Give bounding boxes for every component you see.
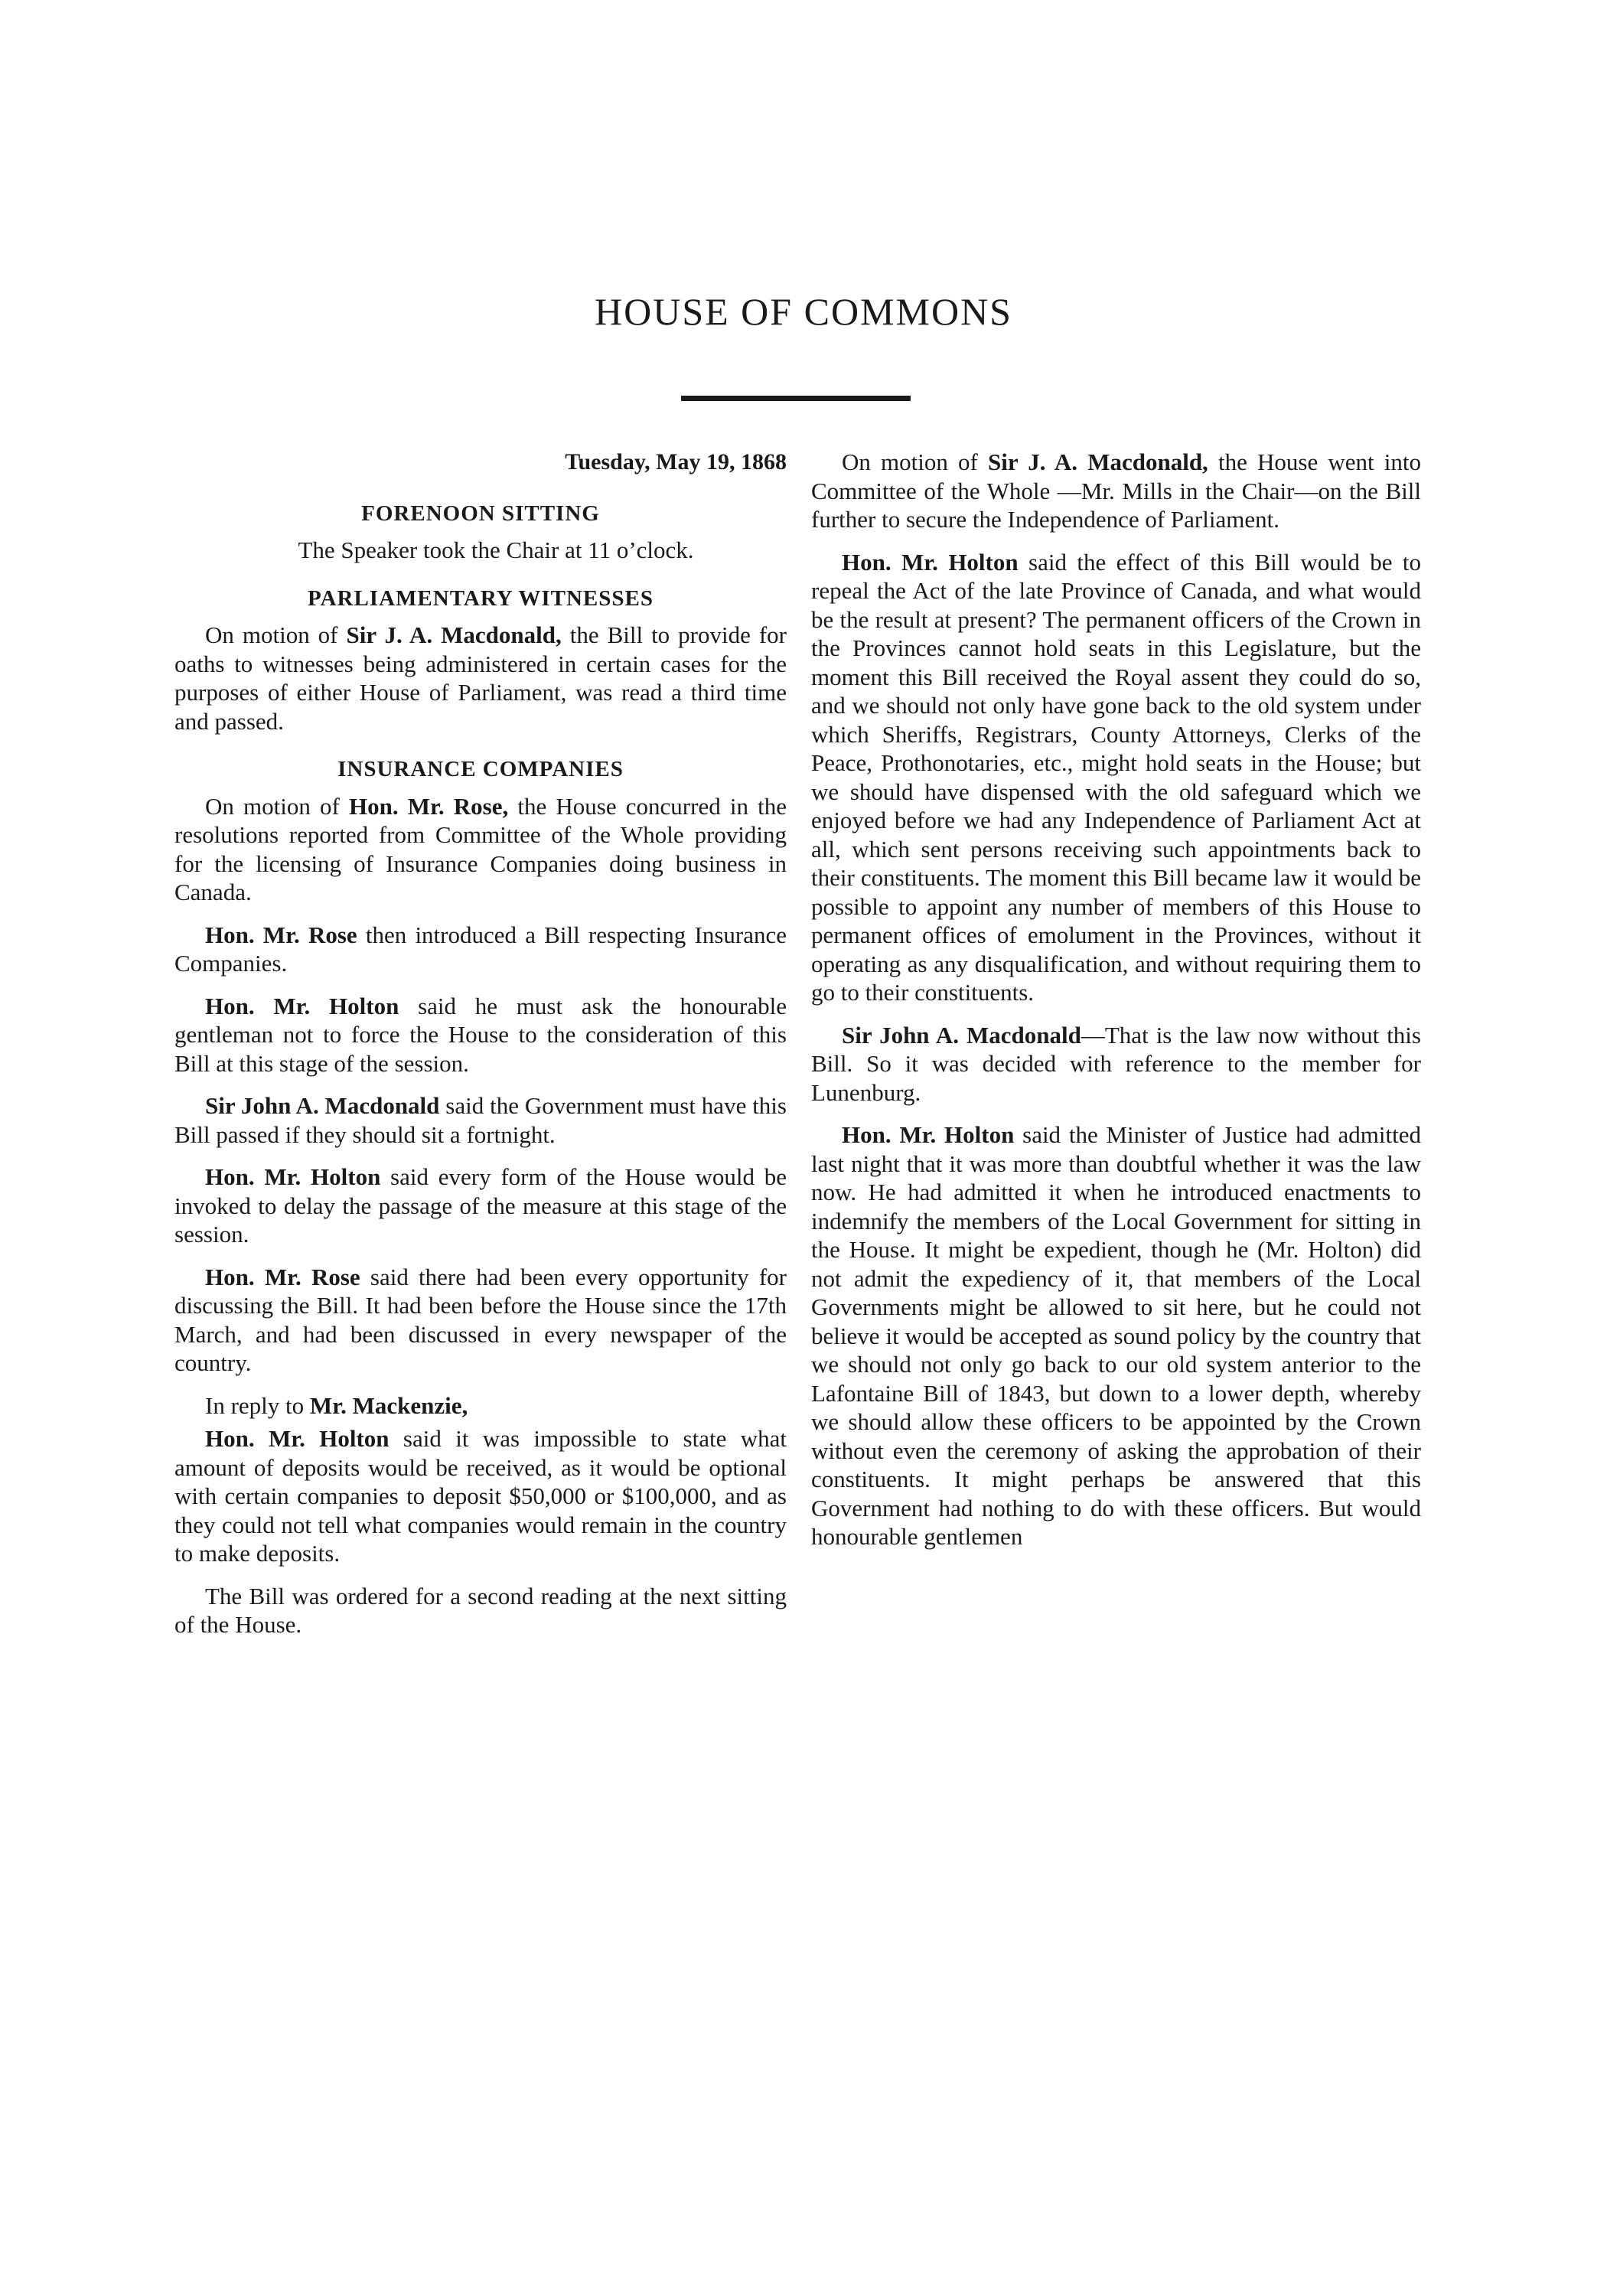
- heading-parliamentary-witnesses: PARLIAMENTARY WITNESSES: [308, 585, 654, 611]
- paragraph: [811, 548, 1421, 1007]
- text: said he must ask the honourable gentleman not to force the House to the consideration of this Bill at this stage of the session.: [174, 992, 787, 1077]
- paragraph: [174, 621, 787, 735]
- page-title: HOUSE OF COMMONS: [595, 290, 1012, 333]
- text: the House went into Committee of the Whole —Mr. Mills in the Chair—on the Bill further to secure the Independence of Parliament.: [811, 448, 1421, 533]
- text: On motion of: [205, 621, 347, 648]
- sitting-date: Tuesday, May 19, 1868: [565, 449, 787, 475]
- speaker-name: Sir John A. Macdonald: [842, 1021, 1081, 1049]
- title-rule: [681, 396, 911, 401]
- text: —That is the law now without this Bill. So it was decided with reference to the member for Lunenburg.: [811, 1021, 1421, 1106]
- heading-forenoon-sitting: FORENOON SITTING: [361, 501, 600, 526]
- paragraph: [174, 921, 787, 978]
- paragraph: [174, 1424, 787, 1568]
- text: said there had been every opportunity for discussing the Bill. It had been before the House since the 17th March, and had been discussed in every newspaper of the country.: [174, 1263, 787, 1376]
- paragraph: [174, 992, 787, 1078]
- paragraph: [174, 1263, 787, 1378]
- paragraph: [174, 1391, 787, 1420]
- speaker-name: Hon. Mr. Holton: [842, 1121, 1015, 1148]
- text: said it was impossible to state what amount of deposits would be received, as it would be optional with certain companies to deposit $50,000 or $100,000, and as they could not tell what companies would remain in the country to make deposits.: [174, 1425, 787, 1567]
- text: On motion of: [205, 792, 349, 820]
- text: On motion of: [842, 448, 989, 475]
- speaker-name: Mr. Mackenzie,: [309, 1391, 468, 1419]
- paragraph: [811, 448, 1421, 534]
- text: said the Government must have this Bill passed if they should sit a fortnight.: [174, 1092, 787, 1148]
- speaker-name: Hon. Mr. Rose,: [348, 792, 509, 820]
- speaker-name: Hon. Mr. Holton: [205, 1425, 390, 1452]
- speaker-line: The Speaker took the Chair at 11 o’clock.: [298, 536, 694, 563]
- speaker-name: Hon. Mr. Holton: [205, 1163, 381, 1190]
- speaker-name: Hon. Mr. Rose: [205, 921, 357, 948]
- speaker-name: Sir John A. Macdonald: [205, 1092, 440, 1119]
- heading-insurance-companies: INSURANCE COMPANIES: [337, 757, 624, 781]
- paragraph: [174, 792, 787, 907]
- speaker-name: Sir J. A. Macdonald,: [988, 448, 1208, 475]
- paragraph: [811, 1021, 1421, 1107]
- speaker-name: Hon. Mr. Holton: [842, 548, 1019, 576]
- text: said the Minister of Justice had admitted last night that it was more than doubtful whether it was the law now. He had admitted it when he introduced enactments to indemnify the members of the Local Government for sitting in the House. It might be expedient, though he (Mr. Holton) did not admit the expediency of it, that members of the Local Governments might be allowed to sit here, but he could not believe it would be accepted as sound policy by the country that we should not only go back to our old system anterior to the Lafontaine Bill of 1843, but down to a lower depth, whereby we should allow these officers to be appointed by the Crown without even the ceremony of asking the approbation of their constituents. It might perhaps be answered that this Government had nothing to do with these officers. But would honourable gentlemen: [811, 1121, 1421, 1550]
- right-column: [811, 448, 1421, 1565]
- speaker-name: Hon. Mr. Rose: [205, 1263, 360, 1290]
- text: In reply to: [205, 1391, 310, 1419]
- left-column: [174, 448, 787, 1653]
- speaker-name: Hon. Mr. Holton: [205, 992, 399, 1019]
- paragraph: [811, 1120, 1421, 1551]
- speaker-name: Sir J. A. Macdonald,: [346, 621, 562, 648]
- text: the House concurred in the resolutions reported from Committee of the Whole providing for the licensing of Insurance Companies doing business in Canada.: [174, 792, 787, 905]
- text: said the effect of this Bill would be to repeal the Act of the late Province of Canada, and what would be the result at present? The permanent officers of the Crown in the Provinces cannot hold seats in this Legislature, but the moment this Bill received the Royal assent they could do so, and we should not only have gone back to the old system under which Sheriffs, Registrars, County Attorneys, Clerks of the Peace, Prothonotaries, etc., might hold seats in the House; but we should have dispensed with the old safeguard which we enjoyed before we had any Independence of Parliament Act at all, which sent persons receiving such appointments back to their constituents. The moment this Bill became law it would be possible to appoint any number of members of this House to permanent offices of emolument in the Provinces, without it operating as any disqualification, and without requiring them to go to their constituents.: [811, 548, 1421, 1006]
- paragraph: [174, 1163, 787, 1249]
- text: the Bill to provide for oaths to witnesses being administered in certain cases for the purposes of either House of Parliament, was read a third time and passed.: [174, 621, 787, 735]
- text: said every form of the House would be invoked to delay the passage of the measure at this stage of the session.: [174, 1163, 787, 1247]
- paragraph: [174, 1091, 787, 1149]
- text: then introduced a Bill respecting Insurance Companies.: [174, 921, 787, 977]
- paragraph: The Bill was ordered for a second reading at the next sitting of the House.: [174, 1582, 787, 1638]
